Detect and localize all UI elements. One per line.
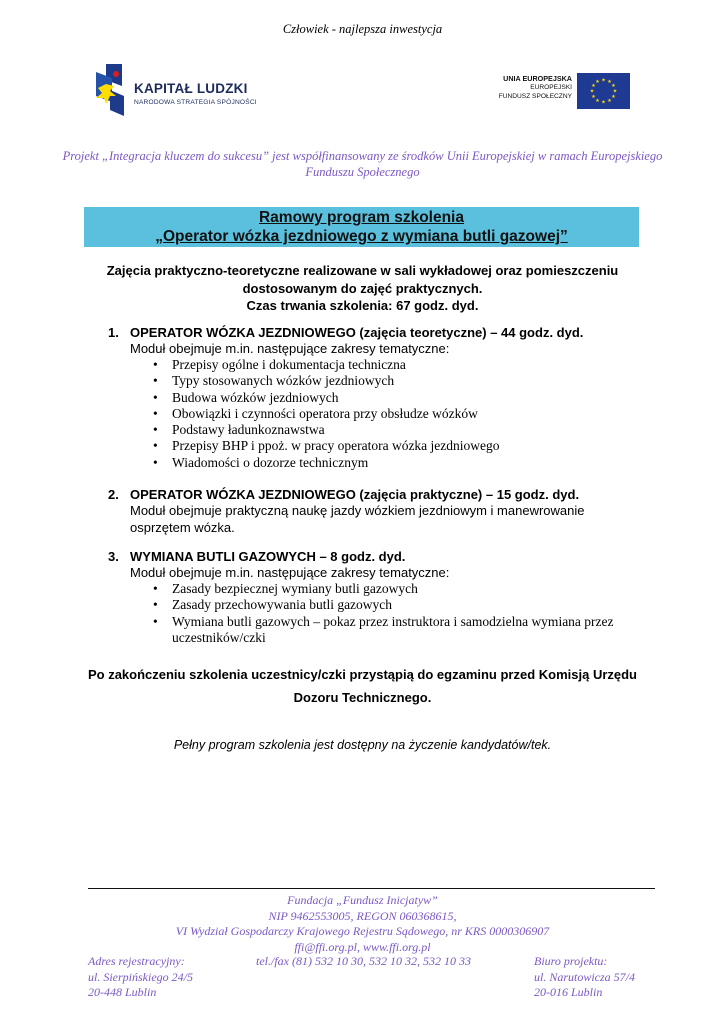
section-description: Moduł obejmuje m.in. następujące zakresy tematyczne: bbox=[130, 565, 450, 580]
footer-left-city: 20-448 Lublin bbox=[88, 985, 157, 999]
list-item bbox=[148, 614, 614, 647]
section-description-line1: Moduł obejmuje praktyczną naukę jazdy wózkiem jezdniowym i manewrowanie bbox=[130, 503, 585, 518]
intro-duration: Czas trwania szkolenia: 67 godz. dyd. bbox=[246, 298, 479, 313]
section-description-line2: osprzętem wózka. bbox=[130, 519, 235, 535]
svg-text:★: ★ bbox=[611, 83, 616, 89]
list-item: • Zasady przechowywania butli gazowych bbox=[148, 597, 614, 613]
project-cofinancing-note bbox=[60, 148, 665, 180]
banner-subtitle: „Operator wózka jezdniowego z wymiana butli gazowej” bbox=[155, 228, 568, 245]
svg-text:★: ★ bbox=[591, 94, 596, 100]
list-item: • Typy stosowanych wózków jezdniowych bbox=[148, 373, 500, 389]
footer-phone: tel./fax (81) 532 10 30, 532 10 32, 532 10 33 bbox=[256, 954, 471, 968]
footer-court: VI Wydział Gospodarczy Krajowego Rejestru Sądowego, nr KRS 0000306907 bbox=[175, 924, 550, 938]
footer-right-street: ul. Narutowicza 57/4 bbox=[534, 969, 636, 984]
section-1-topics bbox=[148, 357, 500, 471]
list-item: • Przepisy BHP i ppoż. w pracy operatora wózka jezdniowego bbox=[148, 438, 500, 454]
eu-logo bbox=[500, 73, 630, 109]
footer-organization bbox=[100, 893, 625, 955]
list-item-continuation: uczestników/czki bbox=[172, 629, 266, 645]
section-2 bbox=[108, 487, 668, 537]
list-item: • Wiadomości o dozorze technicznym bbox=[148, 455, 500, 471]
section-3-topics bbox=[148, 581, 614, 646]
svg-text:★: ★ bbox=[607, 79, 612, 85]
full-program-note: Pełny program szkolenia jest dostępny na życzenie kandydatów/tek. bbox=[173, 738, 552, 752]
training-intro bbox=[70, 262, 655, 315]
eu-flag-icon bbox=[577, 73, 630, 109]
footer-org-name: Fundacja „Fundusz Inicjatyw” bbox=[287, 893, 438, 907]
section-heading: WYMIANA BUTLI GAZOWYCH – 8 godz. dyd. bbox=[130, 549, 406, 564]
list-item-text: • Wymiana butli gazowych – pokaz przez instruktora i samodzielna wymiana przez bbox=[172, 613, 614, 629]
footer-right-label: Biuro projektu: bbox=[534, 954, 608, 968]
section-heading: OPERATOR WÓZKA JEZDNIOWEGO (zajęcia teoretyczne) – 44 godz. dyd. bbox=[130, 325, 584, 340]
exam-note bbox=[70, 663, 655, 709]
footer-registered-address bbox=[88, 954, 248, 1001]
list-item: • Budowa wózków jezdniowych bbox=[148, 390, 500, 406]
footer-left-street: ul. Sierpińskiego 24/5 bbox=[88, 969, 193, 984]
eu-logo-line1: UNIA EUROPEJSKA bbox=[503, 74, 572, 83]
exam-note-line2: Dozoru Technicznego. bbox=[293, 690, 432, 705]
title-banner bbox=[84, 207, 639, 247]
footer-right-city: 20-016 Lublin bbox=[534, 985, 603, 999]
svg-text:★: ★ bbox=[607, 98, 612, 104]
intro-line1: Zajęcia praktyczno-teoretyczne realizowane w sali wykładowej oraz pomieszczeniu bbox=[106, 263, 619, 278]
footer-project-office bbox=[534, 954, 674, 1001]
kapital-ludzki-title: KAPITAŁ LUDZKI bbox=[134, 81, 248, 96]
intro-line2: dostosowanym do zajęć praktycznych. bbox=[242, 280, 483, 296]
section-description bbox=[130, 503, 650, 536]
footer-left-label: Adres rejestracyjny: bbox=[88, 954, 185, 968]
svg-text:★: ★ bbox=[595, 79, 600, 85]
section-heading: OPERATOR WÓZKA JEZDNIOWEGO (zajęcia praktyczne) – 15 godz. dyd. bbox=[130, 487, 580, 502]
section-description: Moduł obejmuje m.in. następujące zakresy tematyczne: bbox=[130, 341, 450, 356]
section-number: 2. bbox=[108, 487, 119, 502]
footer-web: ffi@ffi.org.pl, www.ffi.org.pl bbox=[294, 939, 431, 954]
svg-text:★: ★ bbox=[601, 99, 606, 106]
section-1 bbox=[108, 325, 668, 475]
svg-text:★: ★ bbox=[611, 94, 616, 100]
section-3 bbox=[108, 549, 668, 649]
eu-logo-line3: FUNDUSZ SPOŁECZNY bbox=[498, 93, 572, 100]
header-tagline: Człowiek - najlepsza inwestycja bbox=[282, 22, 443, 36]
svg-text:★: ★ bbox=[612, 88, 618, 95]
footer-divider bbox=[88, 888, 655, 889]
project-note-line1: Projekt „Integracja kluczem do sukcesu” jest współfinansowany ze środków Unii Europejskiej w ramach Europejskiego bbox=[62, 149, 663, 163]
exam-note-line1: Po zakończeniu szkolenia uczestnicy/czki przystąpią do egzaminu przed Komisją Urzędu bbox=[87, 667, 638, 682]
list-item: • Obowiązki i czynności operatora przy obsłudze wózków bbox=[148, 406, 500, 422]
project-note-line2: Funduszu Społecznego bbox=[305, 165, 420, 179]
kapital-ludzki-subtitle: NARODOWA STRATEGIA SPÓJNOŚCI bbox=[134, 99, 257, 106]
list-item: • Przepisy ogólne i dokumentacja techniczna bbox=[148, 357, 500, 373]
svg-text:★: ★ bbox=[601, 77, 606, 84]
svg-text:★: ★ bbox=[595, 98, 600, 104]
footer-ids: NIP 9462553005, REGON 060368615, bbox=[268, 908, 457, 923]
section-number: 1. bbox=[108, 325, 119, 340]
kapital-ludzki-logo bbox=[92, 62, 257, 118]
svg-text:★: ★ bbox=[591, 83, 596, 89]
section-number: 3. bbox=[108, 549, 119, 564]
svg-text:★: ★ bbox=[589, 88, 595, 95]
eu-logo-line2: EUROPEJSKI bbox=[530, 84, 572, 91]
list-item: • Podstawy ładunkoznawstwa bbox=[148, 422, 500, 438]
banner-title: Ramowy program szkolenia bbox=[258, 209, 464, 226]
kapital-ludzki-emblem-icon bbox=[92, 62, 130, 118]
list-item: • Zasady bezpiecznej wymiany butli gazowych bbox=[148, 581, 614, 597]
